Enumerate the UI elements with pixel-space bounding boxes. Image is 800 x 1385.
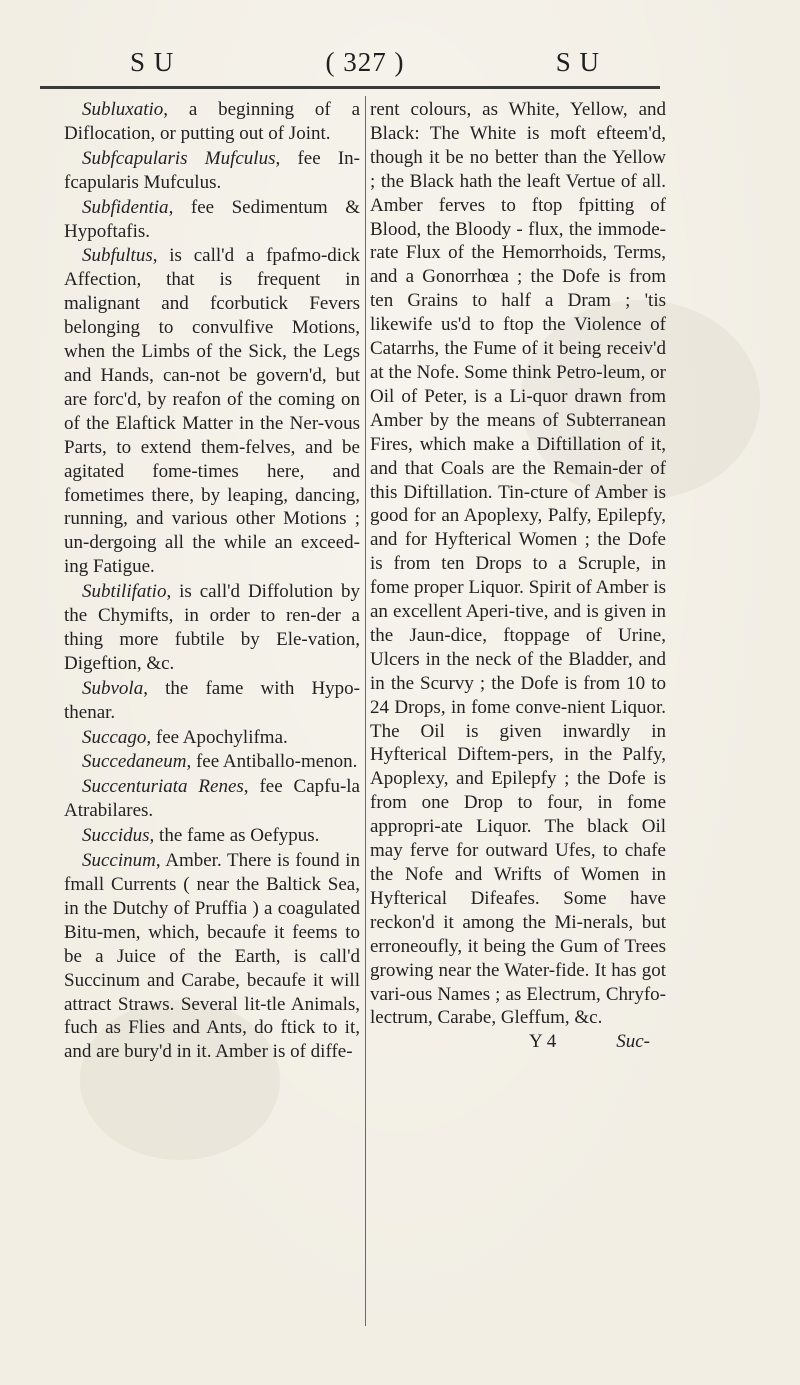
dictionary-entry xyxy=(64,147,360,195)
entry-term: Subfidentia xyxy=(82,196,169,218)
dictionary-entry xyxy=(64,244,360,579)
entry-term: Subfultus xyxy=(82,245,153,267)
running-header xyxy=(130,42,600,82)
dictionary-entry xyxy=(64,98,360,146)
catchline xyxy=(370,1030,666,1054)
header-right: S U xyxy=(555,46,600,77)
entry-body: fee Capfu-la Atrabilares. xyxy=(64,776,360,822)
entry-term: Succinum xyxy=(82,850,156,872)
entry-body: fee Antiballo-menon. xyxy=(195,751,358,773)
entry-separator: , xyxy=(143,677,166,699)
entry-term: Succedaneum xyxy=(82,751,187,773)
entry-body: fee Sedimentum & Hypoftafis. xyxy=(64,196,360,242)
entry-term: Succenturiata Renes xyxy=(82,776,244,798)
entry-term: Subluxatio xyxy=(82,99,164,120)
entry-term: Succidus xyxy=(82,825,150,847)
entry-separator: , xyxy=(155,850,166,872)
dictionary-entry xyxy=(64,849,360,1064)
entry-body: a beginning of a Diflocation, or putting out of Joint. xyxy=(64,99,361,144)
entry-separator: , xyxy=(243,776,260,798)
entry-term: Subfcapularis Mufculus xyxy=(82,147,276,169)
entry-separator: , xyxy=(168,196,191,218)
entry-separator: , xyxy=(163,99,189,120)
entry-separator: , xyxy=(275,147,298,169)
entry-body: is call'd Diffolution by the Chymifts, in order to ren-der a thing more fubtile by Ele-vation, Digeftion, &c. xyxy=(64,581,360,674)
right-column-text: rent colours, as White, Yellow, and Black: The White is moft efteem'd, though it be no better than the Yellow ; the Black hath the leaft Vertue of all. Amber ferves to ftop fpitting of Blood, the Bloody - flux, the immode-rate Flux of the Hemorrhoids, Terms, and a Gonorrhœa ; the Dofe is from ten Grains to half a Dram ; 'tis likewife us'd to ftop the Violence of Catarrhs, the Fume of it being receiv'd at the Nofe. Some think Petro-leum, or Oil of Peter, is a Li-quor drawn from Amber by the means of Subterranean Fires, which make a Diftillation of it, and that Coals are the Remain-der of this Diftillation. Tin-cture of Amber is good for an Apoplexy, Palfy, Epilepfy, and for Hyfterical Women ; the Dofe is from ten Drops to a Scruple, in fome proper Liquor. Spirit of Amber is an excellent Aperi-tive, and is given in the Jaun-dice, ftoppage of Urine, Ulcers in the neck of the Bladder, and in the Scurvy ; the Dofe is from 10 to 24 Drops, in fome conve-nient Liquor. The Oil is given inwardly in Hyfterical Diftem-pers, in the Palfy, Apoplexy, and Epilepfy ; the Dofe is from one Drop to four, in fome appropri-ate Liquor. The black Oil may ferve for outward Ufes, to chafe the Nofe and Wrifts of Women in Hyfterical Difeafes. Some have reckon'd it among the Mi-nerals, but erroneoufly, it being the Gum of Trees growing near the Water-fide. It has got vari-ous Names ; as Electrum, Chryfo-lectrum, Carabe, Gleffum, &c. xyxy=(370,99,666,1029)
right-column xyxy=(370,98,666,1054)
entry-separator: , xyxy=(152,245,170,267)
catchword: Suc- xyxy=(616,1031,650,1053)
dictionary-entry xyxy=(64,677,360,725)
entry-body: Amber. There is found in fmall Currents ( near the Baltick Sea, in the Dutchy of Pruffia ) a coagulated Bitu-men, which, becaufe it feems to be a Juice of the Earth, is call'd Succinum and Carabe, becaufe it will attract Straws. Several lit-tle Animals, fuch as Flies and Ants, do ftick to it, and are bury'd in it. Amber is of diffe- xyxy=(64,850,361,1063)
entry-separator: , xyxy=(186,751,196,773)
entry-term: Subtilifatio xyxy=(82,581,167,603)
entry-separator: , xyxy=(149,825,160,847)
entry-separator: , xyxy=(166,581,180,603)
entry-separator: , xyxy=(146,726,156,748)
dictionary-entry xyxy=(64,775,360,823)
dictionary-entry xyxy=(64,580,360,676)
signature-mark: Y 4 xyxy=(528,1031,557,1053)
column-divider xyxy=(365,96,366,1326)
dictionary-entry xyxy=(64,726,360,750)
dictionary-entry xyxy=(64,196,360,244)
entry-body: fee Apochylifma. xyxy=(155,726,288,748)
header-rule xyxy=(40,86,660,89)
dictionary-entry xyxy=(64,824,360,848)
page-number: ( 327 ) xyxy=(325,46,405,77)
entry-body: fee In-fcapularis Mufculus. xyxy=(64,147,360,193)
entry-body: the fame with Hypo-thenar. xyxy=(64,677,361,723)
dictionary-entry xyxy=(64,750,360,774)
entry-body: is call'd a fpafmo-dick Affection, that is frequent in malignant and fcorbutick Fevers belonging to convulfive Motions, when the Limbs of the Sick, the Legs and Hands, can-not be govern'd, but are forc'd, by reafon of the coming on of the Elaftick Matter in the Ner-vous Parts, to extend them-felves, and be agitated fome-times here, and fometimes there, by leaping, dancing, running, and various other Motions ; un-dergoing all the while an exceed-ing Fatigue. xyxy=(64,245,361,578)
header-left: S U xyxy=(130,46,175,77)
left-column xyxy=(64,98,360,1065)
entry-term: Subvola xyxy=(82,677,144,699)
entry-body: the fame as Oefypus. xyxy=(159,825,320,847)
entry-term: Succago xyxy=(82,726,147,748)
